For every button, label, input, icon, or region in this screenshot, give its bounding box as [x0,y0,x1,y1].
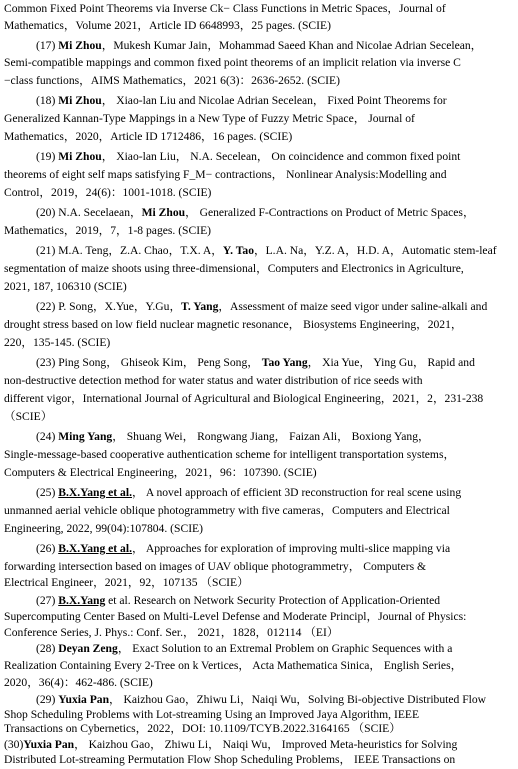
ref-18-line-2: Generalized Kannan-Type Mappings in a New Type of Fuzzy Metric Space， Journal of [4,112,415,125]
ref-18-line-1: (18) Mi Zhou， Xiao-lan Liu and Nicolae Adrian Secelean， Fixed Point Theorems for [36,94,447,107]
author-highlight: Mi Zhou [141,206,186,219]
ref-29-line-3: Transactions on Cybernetics，2022，DOI: 10.1109/TCYB.2022.3164165 （SCIE） [4,722,401,735]
ref-26-line-3: Electrical Engineer，2021，92，107135 （SCIE） [4,576,249,589]
ref-27-line-1: (27) B.X.Yang et al. Research on Network Security Protection of Application-Oriented [36,594,441,607]
author-highlight: Mi Zhou [58,94,102,107]
ref-23-line-2: non-destructive detection method for water status and water distribution of rice seeds with [4,374,423,387]
ref-23-line-3: different vigor，International Journal of Agricultural and Biological Engineering，2021，2，231-238 [4,392,484,405]
ref-23-line-1: (23) Ping Song， Ghiseok Kim， Peng Song， Tao Yang， Xia Yue， Ying Gu， Rapid and [36,356,475,369]
author-highlight: Mi Zhou [58,39,102,52]
ref-25-line-1: (25) B.X.Yang et al.， A novel approach of efficient 3D reconstruction for real scene using [36,486,462,499]
ref-28-line-3: 2020，36(4)：462-486. (SCIE) [4,676,153,689]
ref-22-line-3: 220，135-145. (SCIE) [4,336,111,349]
ref-24-line-2: Single-message-based cooperative authentication scheme for intelligent transportation systems， [4,448,456,461]
ref-19-line-2: theorems of eight self maps satisfying F_M− contractions， Nonlinear Analysis:Modelling and [4,168,447,181]
author-highlight: Yuxia Pan [23,738,75,751]
ref-28-line-2: Realization Containing Every 2-Tree on k Vertices， Acta Mathematica Sinica， English Series， [4,659,463,672]
author-highlight: Deyan Zeng [58,642,118,655]
ref-19-line-1: (19) Mi Zhou， Xiao-lan Liu， N.A. Secelean， On coincidence and common fixed point [36,150,461,163]
author-highlight: Y. Tao [222,244,254,257]
ref-26-line-2: forwarding intersection based on images of UAV oblique photogrammetry， Computers & [4,560,427,573]
ref-25-line-2: unmanned aerial vehicle oblique photogrammetry with five cameras，Computers and Electrical [4,504,450,517]
ref-27-line-2: Supercomputing Center Based on Multi-Level Defense and Moderate Principl，Journal of Physics: [4,610,467,623]
author-highlight: Yuxia Pan [58,693,110,706]
ref-22-line-1: (22) P. Song，X.Yue，Y.Gu，T. Yang，Assessment of maize seed vigor under saline-alkali and [36,300,488,313]
author-highlight: B.X.Yang [58,594,106,607]
ref-29-line-1: (29) Yuxia Pan， Kaizhou Gao，Zhiwu Li，Naiqi Wu，Solving Bi-objective Distributed Flow [36,693,487,706]
ref-24-line-1: (24) Ming Yang， Shuang Wei， Rongwang Jiang， Faizan Ali， Boxiong Yang， [36,430,430,443]
ref-23-line-4: （SCIE） [4,410,53,423]
ref-22-line-2: drought stress based on low field nuclear magnetic resonance， Biosystems Engineering，2021， [4,318,463,331]
ref-27-line-3: Conference Series, J. Phys.: Conf. Ser.， 2021，1828，012114 （EI） [4,626,339,639]
ref-24-line-3: Computers & Electrical Engineering，2021，96：107390. (SCIE) [4,466,317,479]
author-highlight: B.X.Yang et al. [58,486,132,499]
author-highlight: Tao Yang [261,356,308,369]
ref-17-line-1: (17) Mi Zhou，Mukesh Kumar Jain，Mohammad Saeed Khan and Nicolae Adrian Secelean， [36,39,483,52]
ref-29-line-2: Shop Scheduling Problems with Lot-streaming Using an Improved Jaya Algorithm, IEEE [4,708,420,721]
ref-21-line-2: segmentation of maize shoots using three-dimensional，Computers and Electronics in Agriculture, [4,262,464,275]
ref-18-line-3: Mathematics，2020，Article ID 1712486，16 pages. (SCIE) [4,130,293,143]
ref-16-line-1: Common Fixed Point Theorems via Inverse Ck− Class Functions in Metric Spaces，Journal of [4,2,446,15]
ref-17-line-2: Semi-compatible mappings and common fixed point theorems of an implicit relation via inverse C [4,56,461,69]
ref-20-line-1: (20) N.A. Secelaean，Mi Zhou， Generalized F-Contractions on Product of Metric Spaces， [36,206,475,219]
ref-16-line-2: Mathematics，Volume 2021，Article ID 6648993，25 pages. (SCIE) [4,19,331,32]
author-highlight: T. Yang [181,300,219,313]
ref-30-line-2: Distributed Lot-streaming Permutation Flow Shop Scheduling Problems， IEEE Transactions on [4,753,456,766]
ref-30-line-1: (30)Yuxia Pan， Kaizhou Gao， Zhiwu Li， Naiqi Wu， Improved Meta-heuristics for Solving [4,738,458,751]
ref-26-line-1: (26) B.X.Yang et al.， Approaches for exploration of improving multi-slice mapping via [36,542,451,555]
ref-17-line-3: −class functions，AIMS Mathematics，2021 6(3)：2636-2652. (SCIE) [4,74,340,87]
author-highlight: Mi Zhou [58,150,102,163]
ref-25-line-3: Engineering, 2022, 99(04):107804. (SCIE) [4,522,203,535]
author-highlight: Ming Yang [58,430,113,443]
ref-21-line-3: 2021, 187, 106310 (SCIE) [4,280,127,293]
author-highlight: B.X.Yang et al. [58,542,132,555]
ref-28-line-1: (28) Deyan Zeng， Exact Solution to an Extremal Problem on Graphic Sequences with a [36,642,453,655]
ref-20-line-2: Mathematics，2019，7，1-8 pages. (SCIE) [4,224,212,237]
ref-19-line-3: Control，2019，24(6)：1001-1018. (SCIE) [4,186,212,199]
ref-21-line-1: (21) M.A. Teng，Z.A. Chao，T.X. A，Y. Tao，L.A. Na，Y.Z. A，H.D. A，Automatic stem-leaf [36,244,497,257]
